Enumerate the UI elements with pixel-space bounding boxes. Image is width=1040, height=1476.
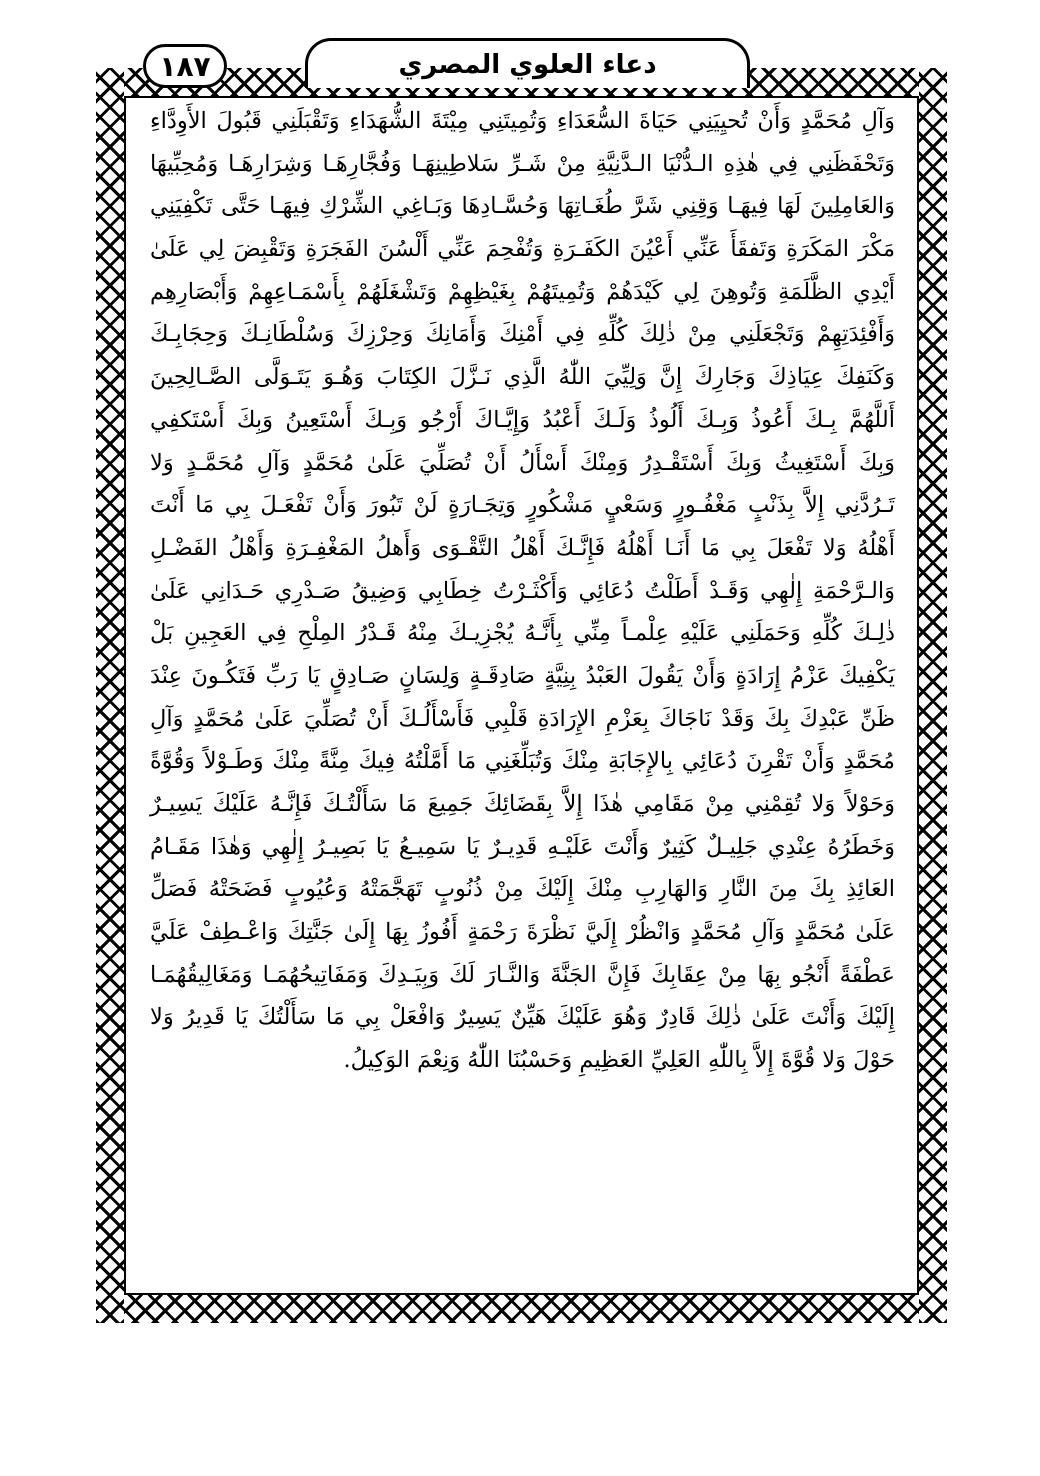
text-line: إِلَيْكَ وَأَنْتَ عَلَىٰ ذٰلِكَ قَادِرٌ وَهُوَ عَلَيْكَ هَيِّنٌ يَسِيرٌ وَافْعَلْ بِي مَا سَأَلْتُكَ يَا قَدِيرُ وَلا bbox=[150, 1004, 895, 1031]
ornamental-border-bottom bbox=[96, 1295, 947, 1323]
text-line: وَخَطَرُهُ عِنْدِي جَلِيـلٌ كَثِيرٌ وَأَنْتَ عَلَيْـهِ قَدِيـرٌ يَا سَمِيـعُ يَا بَصِيـرُ إِلٰهِي وَهٰذَا مَقَـامُ bbox=[150, 833, 895, 860]
text-line: يَكْفِيكَ عَزْمُ إِرَادَةٍ وَأَنْ يَقُولَ العَبْدُ بِنِيَّةٍ صَادِقَـةٍ وَلِسَانٍ صَـادِقٍ يَا رَبِّ فَتَكُـونَ عِنْدَ bbox=[150, 662, 895, 689]
text-line: عَطْفَةً أَنْجُو بِهَا مِنْ عِقَابِكَ فَإِنَّ الجَنَّةَ وَالنَّـارَ لَكَ وَبِيَـدِكَ وَمَفَاتِيحُهُمَـا وَمَغَالِيقُهُمَـا bbox=[150, 961, 895, 988]
text-line: وَالعَامِلِينَ لَهَا فِيهَـا وَقِنِي شَرَّ طُغَـاتِهَا وَحُسَّـادِهَا وَبَـاغِي الشِّرْكِ فِيهَـا حَتَّى تَكْفِيَنِي bbox=[150, 193, 895, 220]
ornamental-border-right bbox=[919, 68, 947, 1323]
prayer-text bbox=[150, 100, 895, 1082]
text-line: أَيْدِي الظَّلَمَةِ وَتُوهِنَ لِي كَيْدَهُمْ وَتُمِيتَهُمْ بِغَيْظِهِمْ وَتَشْغَلَهُمْ بِأَسْمَـاعِهِمْ وَأَبْصَارِهِم bbox=[150, 278, 895, 305]
text-line: مَكْرَ المَكَرَةِ وَتَفقَأَ عَنِّي أَعْيُنَ الكَفَـرَةِ وَتُفْحِمَ عَنِّي أَلْسُنَ الفَجَرَةِ وَتَقْبِضَ لِي عَلَىٰ bbox=[150, 236, 895, 263]
text-line: وَالـرَّحْمَةِ إِلٰهِي وَقَـدْ أَطَلْتُ دُعَائِي وَأَكْثَـرْتُ خِطَابِي وَضِيقُ صَـدْرِي حَـدَانِي عَلَىٰ bbox=[150, 577, 895, 604]
text-line: عَلَىٰ مُحَمَّدٍ وَآلِ مُحَمَّدٍ وَانْظُرْ إِلَيَّ نَظْرَةَ رَحْمَةٍ أَفُوزُ بِهَا إِلَىٰ جَنَّتِكَ وَاعْـطِفْ عَلَيَّ bbox=[150, 919, 895, 946]
ornamental-border-left bbox=[96, 68, 124, 1323]
text-line: ظَنِّ عَبْدِكَ بِكَ وَقَدْ نَاجَاكَ بِعَزْمِ الإِرَادَةِ قَلْبِي فَأَسْأَلُـكَ أَنْ تُصَلِّيَ عَلَىٰ مُحَمَّدٍ وَآلِ bbox=[150, 705, 895, 732]
text-line: وَكَنَفِكَ عِيَاذِكَ وَجَارِكَ إِنَّ وَلِيِّيَ اللّٰهُ الَّذِي نَـزَّلَ الكِتَابَ وَهُـوَ يَتَـوَلَّى الصَّـالِحِينَ bbox=[150, 364, 895, 391]
text-line: العَائِذِ بِكَ مِنَ النَّارِ وَالهَارِبِ مِنْكَ إِلَيْكَ مِنْ ذُنُوبٍ تَهَجَّمَتْهُ وَعُيُوبٍ فَضَحَتْهُ فَصَلِّ bbox=[150, 876, 895, 903]
text-line: أَهْلُهُ وَلا تَفْعَلَ بِي مَا أَنَـا أَهْلُهُ فَإِنَّـكَ أَهْلُ التَّقْـوَى وَأَهلُ المَغْفِـرَةِ وَأَهْلُ الفَضْـلِ bbox=[150, 534, 895, 561]
text-line: أَللَّهُمَّ بِـكَ أَعُوذُ وَبِـكَ أَلُوذُ وَلَـكَ أَعْبُدُ وَإِيَّـاكَ أَرْجُو وَبِـكَ أَسْتَعِينُ وَبِكَ أَسْتَكفِي bbox=[150, 406, 895, 433]
text-line: مُحَمَّدٍ وَأَنْ تَقْرِنَ دُعَائِي بِالإِجَابَةِ مِنْكَ وَتُبَلِّغَنِي مَا أَمَّلْتُهُ فِيكَ مِنَّةً مِنْكَ وَطَـوْلاً وَقُوَّةً bbox=[150, 748, 895, 775]
header-tab bbox=[305, 38, 750, 88]
text-line: وَبِكَ أَسْتَغِيثُ وَبِكَ أَسْتَقْـدِرُ وَمِنْكَ أَسْأَلُ أَنْ تُصَلِّيَ عَلَىٰ مُحَمَّدٍ وَآلِ مُحَمَّـدٍ وَلا bbox=[150, 449, 895, 476]
text-line: حَوْلَ وَلا قُوَّةَ إِلاَّ بِاللّٰهِ العَلِيِّ العَظِيمِ وَحَسْبُنَا اللّٰهُ وَنِعْمَ الوَكِيلُ. bbox=[343, 1047, 895, 1074]
text-line: وَتَحْفَظَنِي فِي هٰذِهِ الـدُّنْيَا الـدَّنِيَّةِ مِنْ شَـرِّ سَلاطِينِهَـا وَفُجَّارِهَـا وَشِرَارِهَـا وَمُحِبِّيهَا bbox=[150, 150, 895, 177]
text-line: تَـرُدَّنِي إِلاَّ بِذَنْبٍ مَغْفُـورٍ وَسَعْيٍ مَشْكُورٍ وَتِجَـارَةٍ لَنْ تَبُورَ وَأَنْ تَفْعَـلَ بِي مَا أَنْتَ bbox=[150, 492, 895, 519]
text-line: وَأَفْئِدَتِهِمْ وَتَجْعَلَنِي مِنْ ذٰلِكَ كُلِّهِ فِي أَمْنِكَ وَأَمَانِكَ وَحِرْزِكَ وَسُلْطَانِـكَ وَحِجَابِـكَ bbox=[150, 321, 895, 348]
text-line: وَآلِ مُحَمَّدٍ وَأَنْ تُحيِيَنِي حَيَاةَ السُّعَدَاءِ وَتُمِيتَنِي مِيْتَةَ الشُّهَدَاءِ وَتَقْبَلَنِي قَبُولَ الأَوِدَّاءِ bbox=[150, 108, 895, 134]
text-line: وَحَوْلاً وَلا تُقِمْنِي مِنْ مَقَامِي هٰذَا إِلاَّ بِقَضَائِكَ جَمِيعَ مَا سَأَلْتُـكَ فَإِنَّـهُ عَلَيْكَ يَسِيـرٌ bbox=[150, 791, 895, 817]
page-number-badge bbox=[143, 44, 227, 88]
page-number: ١٨٧ bbox=[159, 49, 211, 83]
text-line: ذٰلِـكَ كُلِّهِ وَحَمَلَنِي عَلَيْهِ عِلْمـاً مِنِّي بِأَنَّـهُ يُجْزِيـكَ مِنْهُ قَـدْرُ المِلْحِ فِي العَجِينِ بَلْ bbox=[150, 620, 895, 647]
page-title: دعاء العلوي المصري bbox=[398, 49, 657, 80]
